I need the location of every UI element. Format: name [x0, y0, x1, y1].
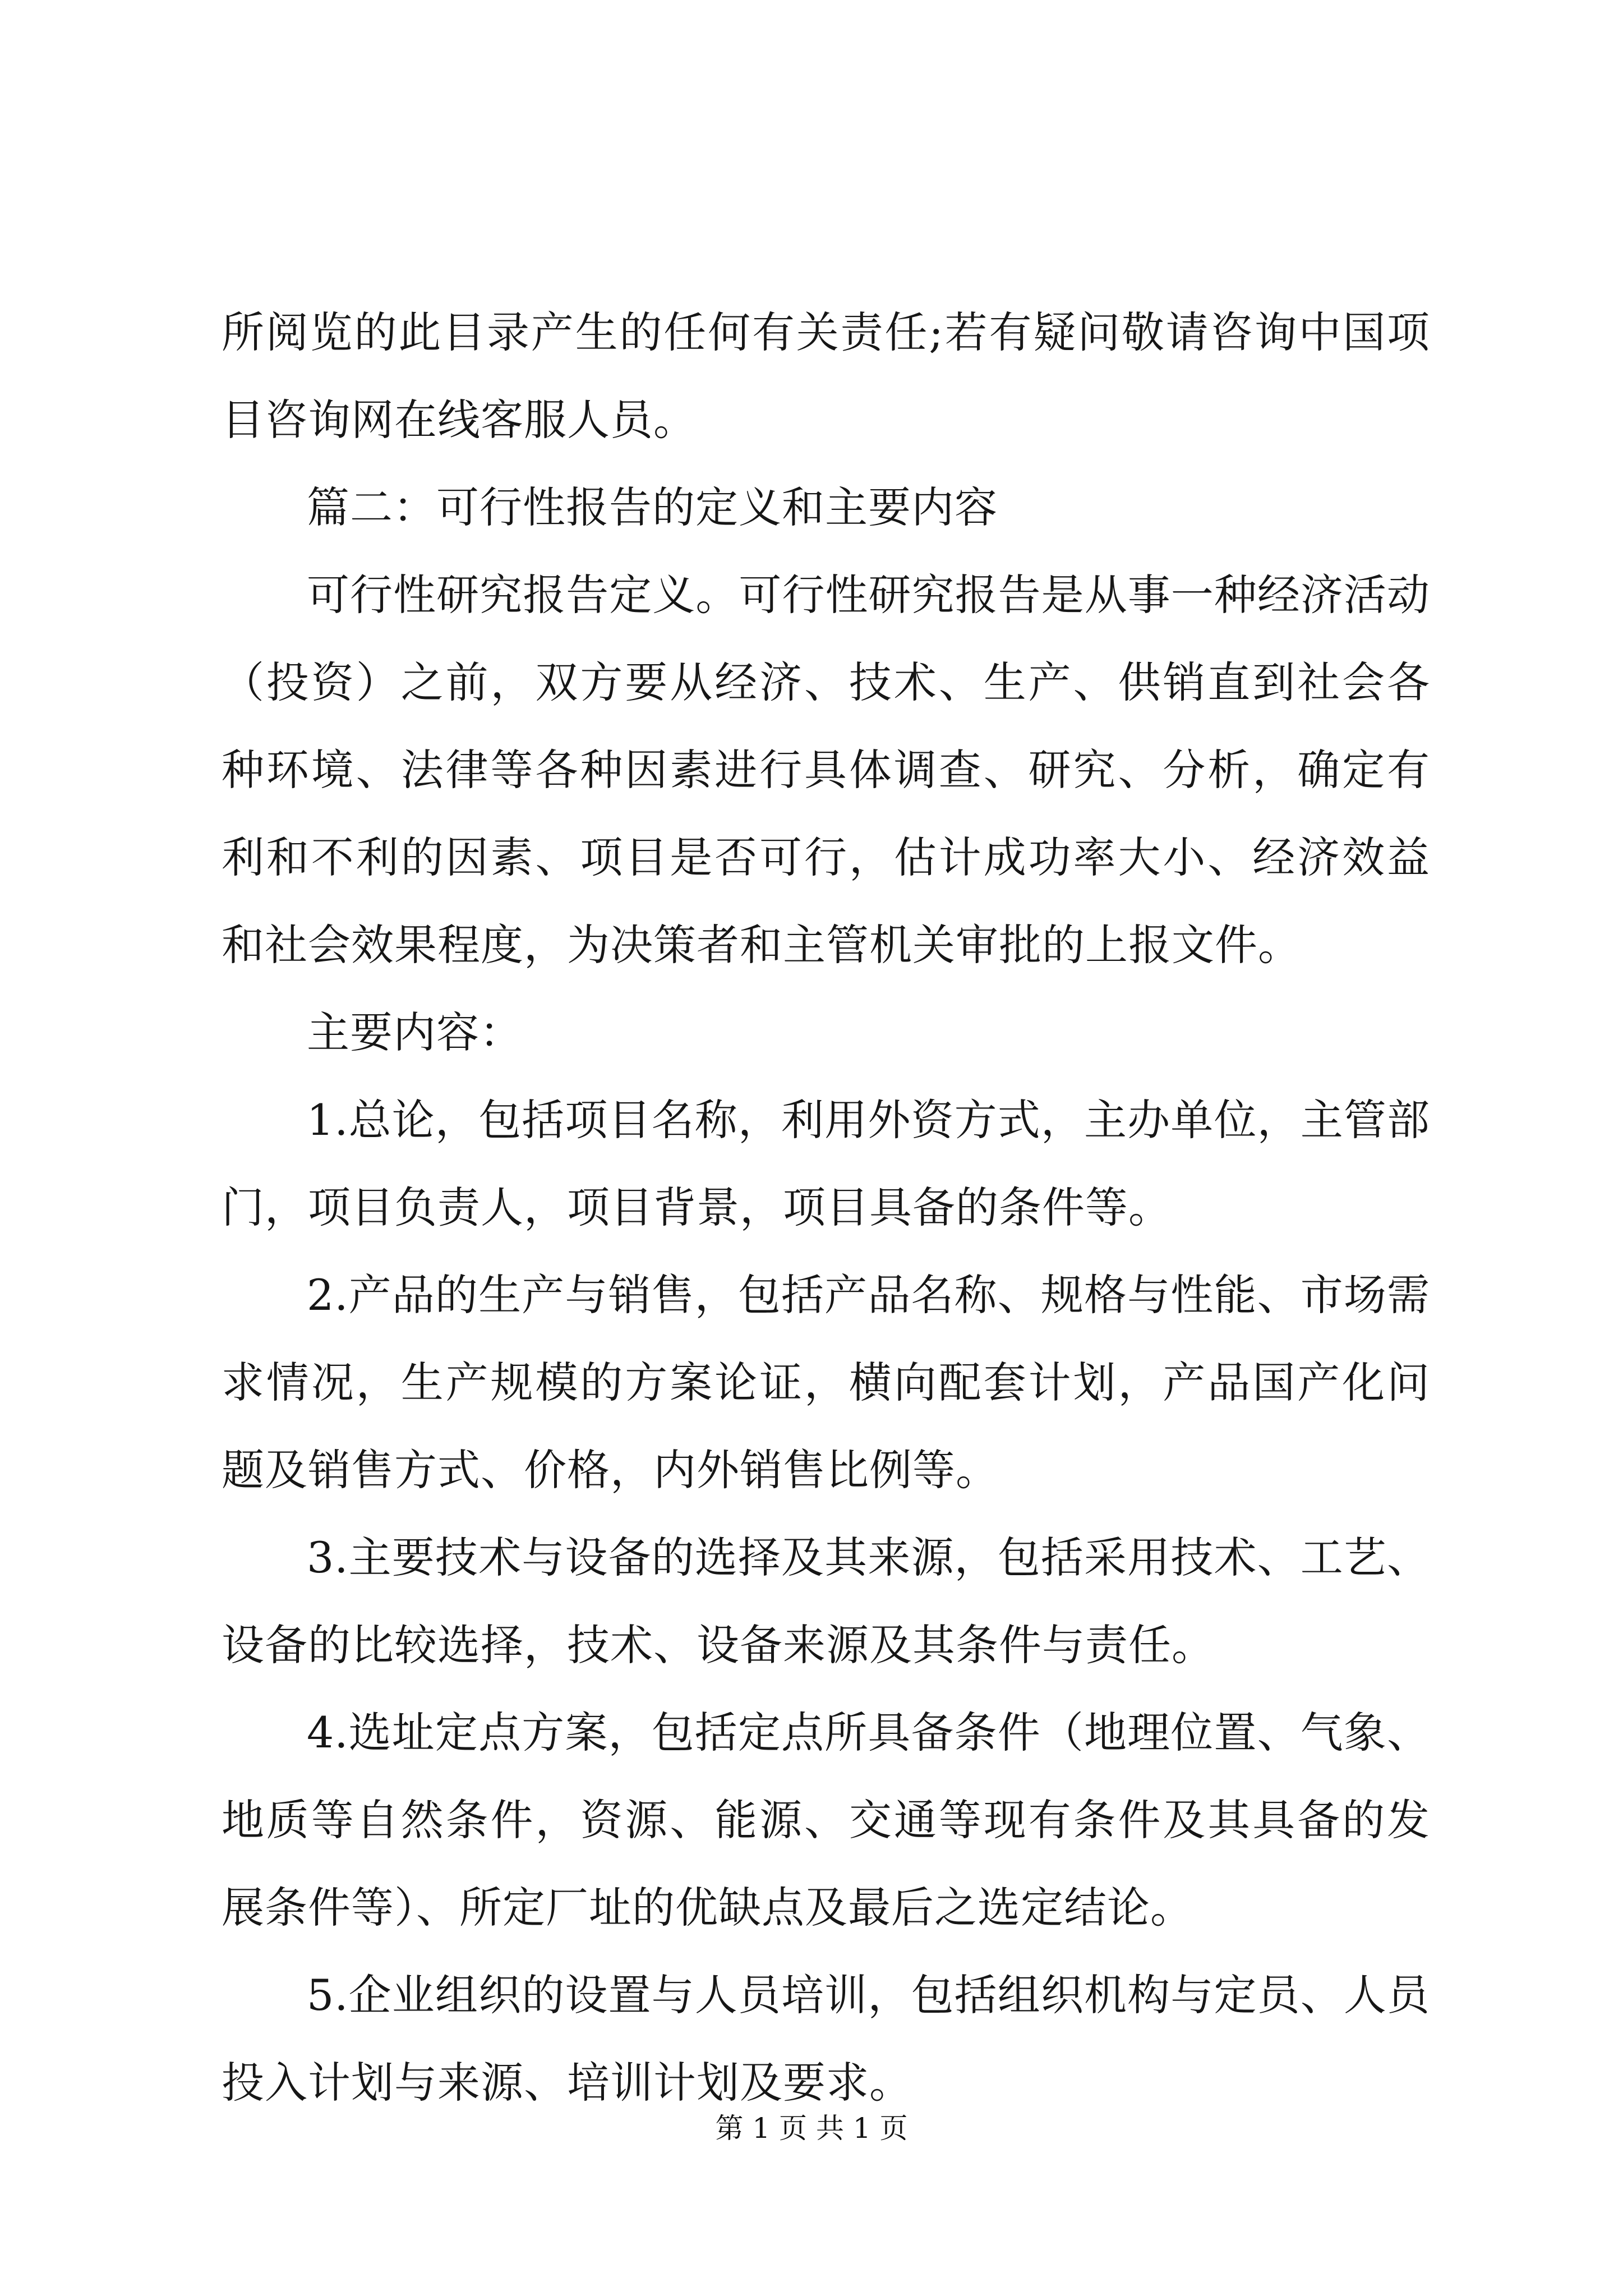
section-heading: 篇二：可行性报告的定义和主要内容 — [307, 482, 998, 532]
list-item-1: 1.总论，包括项目名称，利用外资方式，主办单位，主管部门，项目负责人，项目背景，项目具备的条件等。 — [222, 1095, 1430, 1232]
list-item-2: 2.产品的生产与销售，包括产品名称、规格与性能、市场需求情况，生产规模的方案论证，横向配套计划，产品国产化问题及销售方式、价格，内外销售比例等。 — [222, 1270, 1430, 1495]
paragraph-definition: 可行性研究报告定义。可行性研究报告是从事一种经济活动（投资）之前，双方要从经济、技术、生产、供销直到社会各种环境、法律等各种因素进行具体调查、研究、分析，确定有利和不利的因素、项目是否可行，估计成功率大小、经济效益和社会效果程度，为决策者和主管机关审批的上报文件。 — [222, 570, 1430, 970]
paragraph-main-content-label: 主要内容： — [307, 1007, 523, 1057]
list-item-5: 5.企业组织的设置与人员培训，包括组织机构与定员、人员投入计划与来源、培训计划及要求。 — [222, 1970, 1430, 2108]
document-body — [222, 289, 1430, 2127]
list-item-3: 3.主要技术与设备的选择及其来源，包括采用技术、工艺、设备的比较选择，技术、设备来源及其条件与责任。 — [222, 1533, 1430, 1670]
page-footer: 第 1 页 共 1 页 — [715, 2112, 908, 2145]
paragraph-continuation: 所阅览的此目录产生的任何有关责任;若有疑问敬请咨询中国项目咨询网在线客服人员。 — [222, 307, 1430, 445]
list-item-4: 4.选址定点方案，包括定点所具备条件（地理位置、气象、地质等自然条件，资源、能源、交通等现有条件及其具备的发展条件等）、所定厂址的优缺点及最后之选定结论。 — [222, 1708, 1430, 1932]
